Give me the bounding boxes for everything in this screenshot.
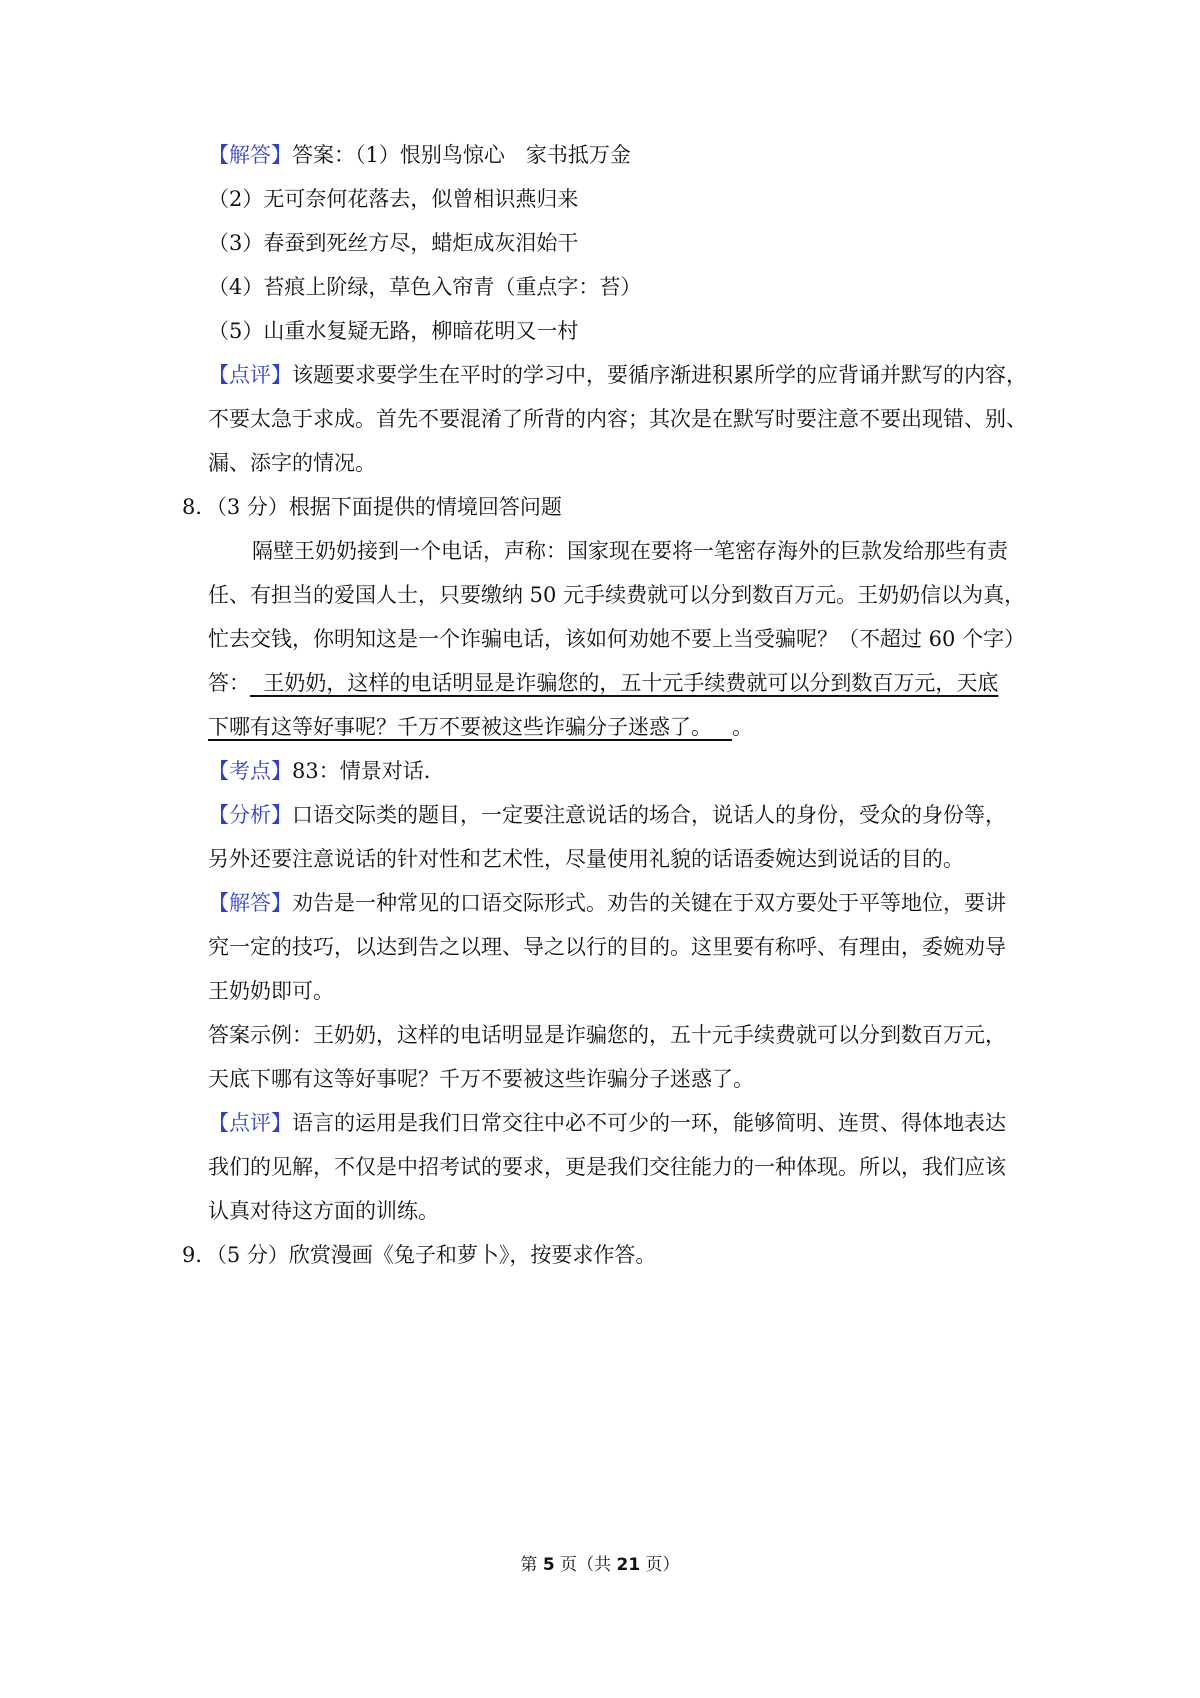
q7-answer-2: （2）无可奈何花落去，似曾相识燕归来 xyxy=(208,187,579,211)
analysis-tag: 【分析】 xyxy=(208,803,292,827)
q7-answer-4: （4）苔痕上阶绿，草色入帘青（重点字：苔） xyxy=(208,275,642,299)
q8-fenxi-line-1: 【分析】口语交际类的题目，一定要注意说话的场合，说话人的身份，受众的身份等， xyxy=(208,803,1006,827)
q8-title: 8．（3 分）根据下面提供的情境回答问题 xyxy=(182,495,562,519)
student-answer-text-1: 王奶奶，这样的电话明显是诈骗您的，五十元手续费就可以分到数百万元，天底 xyxy=(250,671,999,695)
q8-example-line-2: 天底下哪有这等好事呢？千万不要被这些诈骗分子迷惑了。 xyxy=(208,1067,754,1091)
q9-title: 9．（5 分）欣赏漫画《兔子和萝卜》，按要求作答。 xyxy=(182,1243,657,1267)
q7-answer-lead: 答案：（1）恨别鸟惊心 家书抵万金 xyxy=(292,143,631,167)
answer-tag: 【解答】 xyxy=(208,143,292,167)
answer-label: 答： xyxy=(208,671,250,695)
page-footer: 第 5 页（共 21 页） xyxy=(520,1555,680,1575)
q8-dianping-line-1: 【点评】语言的运用是我们日常交往中必不可少的一环，能够简明、连贯、得体地表达 xyxy=(208,1111,1006,1135)
q8-jieda-line-1: 【解答】劝告是一种常见的口语交际形式。劝告的关键在于双方要处于平等地位，要讲 xyxy=(208,891,1006,915)
q7-answer-3: （3）春蚕到死丝方尽，蜡炬成灰泪始干 xyxy=(208,231,579,255)
q8-fenxi-line-2: 另外还要注意说话的针对性和艺术性，尽量使用礼貌的话语委婉达到说话的目的。 xyxy=(208,847,964,871)
q8-jieda-line-3: 王奶奶即可。 xyxy=(208,979,334,1003)
q8-dianping-line-2: 我们的见解，不仅是中招考试的要求，更是我们交往能力的一种体现。所以，我们应该 xyxy=(208,1155,1006,1179)
q8-passage-line-2: 任、有担当的爱国人士，只要缴纳 50 元手续费就可以分到数百万元。王奶奶信以为真， xyxy=(208,583,1026,607)
page-total: 21 xyxy=(616,1555,641,1575)
q8-student-answer-line-1 xyxy=(208,668,998,698)
comment-tag: 【点评】 xyxy=(208,363,292,387)
q7-answer-5: （5）山重水复疑无路，柳暗花明又一村 xyxy=(208,319,579,343)
kaodian-tag: 【考点】 xyxy=(208,759,292,783)
comment-tag: 【点评】 xyxy=(208,1111,292,1135)
q8-jieda-line-2: 究一定的技巧，以达到告之以理、导之以行的目的。这里要有称呼、有理由，委婉劝导 xyxy=(208,935,1006,959)
answer-tag: 【解答】 xyxy=(208,891,292,915)
q8-kaodian: 【考点】83：情景对话． xyxy=(208,759,445,783)
student-answer-text-2: 下哪有这等好事呢？千万不要被这些诈骗分子迷惑了。 xyxy=(208,715,733,739)
q7-answer-line xyxy=(208,140,631,170)
q7-comment-line-3: 漏、添字的情况。 xyxy=(208,451,376,475)
q8-dianping-line-3: 认真对待这方面的训练。 xyxy=(208,1199,439,1223)
q7-comment-line-2: 不要太急于求成。首先不要混淆了所背的内容；其次是在默写时要注意不要出现错、别、 xyxy=(208,407,1027,431)
q7-comment-line-1: 【点评】该题要求要学生在平时的学习中，要循序渐进积累所学的应背诵并默写的内容， xyxy=(208,363,1027,387)
q8-passage-line-3: 忙去交钱，你明知这是一个诈骗电话，该如何劝她不要上当受骗呢？（不超过 60 个字） xyxy=(208,627,1026,651)
q8-passage-line-1: 隔壁王奶奶接到一个电话，声称：国家现在要将一笔密存海外的巨款发给那些有责 xyxy=(252,539,1008,563)
q8-student-answer-line-2: 下哪有这等好事呢？千万不要被这些诈骗分子迷惑了。 。 xyxy=(208,715,754,739)
page-number: 5 xyxy=(542,1555,555,1575)
q8-example-line-1: 答案示例：王奶奶，这样的电话明显是诈骗您的，五十元手续费就可以分到数百万元， xyxy=(208,1023,1006,1047)
